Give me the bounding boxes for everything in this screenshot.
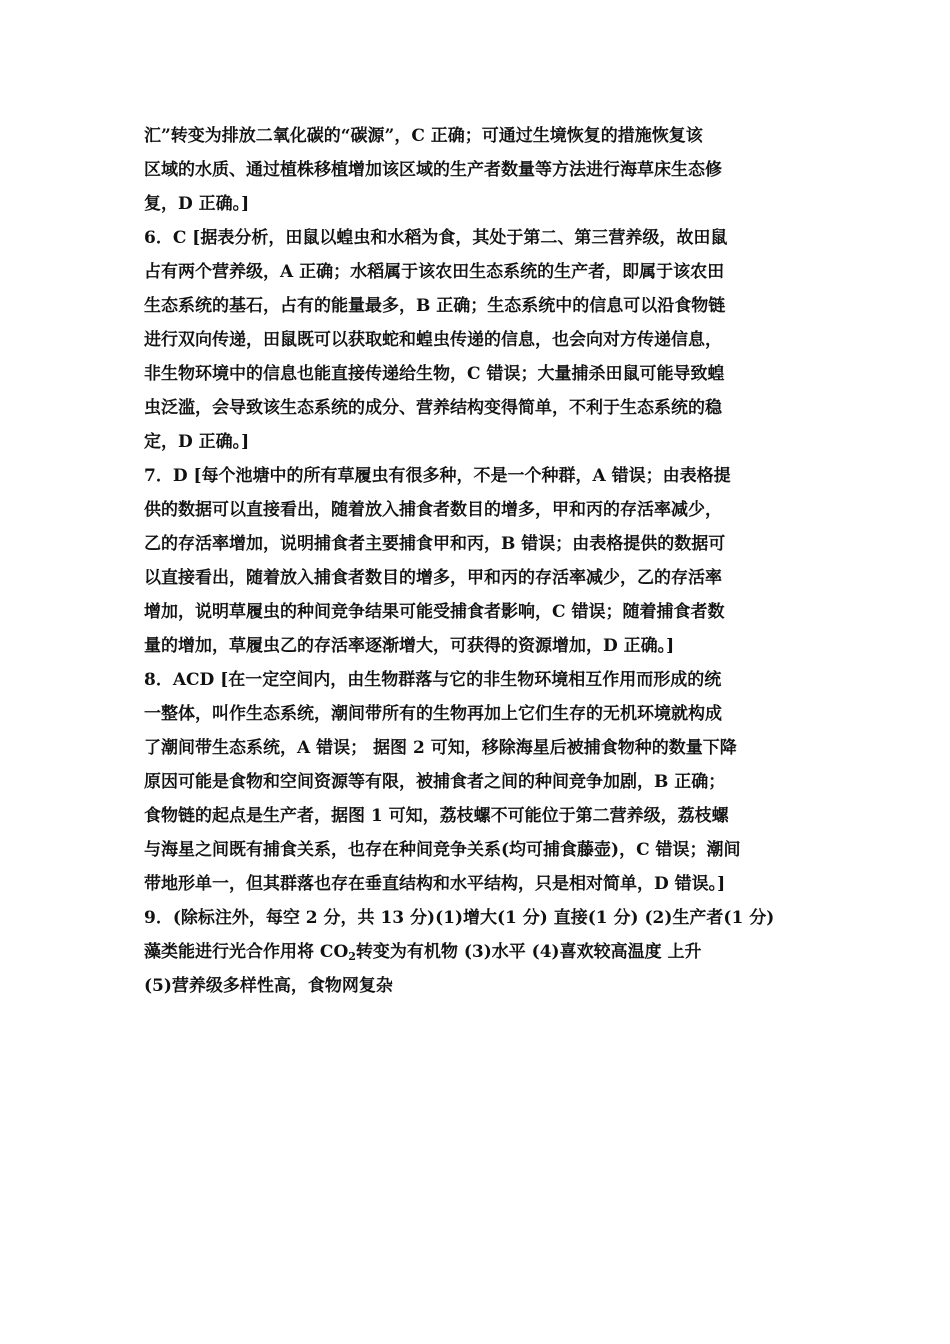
- text-line: 虫泛滥，会导致该生态系统的成分、营养结构变得简单，不利于生态系统的稳: [144, 398, 722, 418]
- text-segment: 藻类能进行光合作用将 CO: [144, 942, 349, 962]
- text-line: 占有两个营养级，A 正确；水稻属于该农田生态系统的生产者，即属于该农田: [144, 262, 725, 282]
- answer-6-line: 6．C [据表分析，田鼠以蝗虫和水稻为食，其处于第二、第三营养级，故田鼠: [144, 228, 728, 248]
- text-line: 供的数据可以直接看出，随着放入捕食者数目的增多，甲和丙的存活率减少，: [144, 500, 722, 520]
- text-line: 区域的水质、通过植株移植增加该区域的生产者数量等方法进行海草床生态修: [144, 160, 722, 180]
- text-line: 食物链的起点是生产者，据图 1 可知，荔枝螺不可能位于第二营养级，荔枝螺: [144, 806, 729, 826]
- text-line: 非生物环境中的信息也能直接传递给生物，C 错误；大量捕杀田鼠可能导致蝗: [144, 364, 725, 384]
- text-line: 进行双向传递，田鼠既可以获取蛇和蝗虫传递的信息，也会向对方传递信息，: [144, 330, 722, 350]
- answer-7-line: 7．D [每个池塘中的所有草履虫有很多种，不是一个种群，A 错误；由表格提: [144, 466, 731, 486]
- text-line: 带地形单一，但其群落也存在垂直结构和水平结构，只是相对简单，D 错误。]: [144, 874, 726, 894]
- text-line: 量的增加，草履虫乙的存活率逐渐增大，可获得的资源增加，D 正确。]: [144, 636, 675, 656]
- subscript: 2: [348, 950, 356, 963]
- answer-8-line: 8．ACD [在一定空间内，由生物群落与它的非生物环境相互作用而形成的统: [144, 670, 722, 690]
- text-line: 生态系统的基石，占有的能量最多，B 正确；生态系统中的信息可以沿食物链: [144, 296, 726, 316]
- text-line: 复，D 正确。]: [144, 194, 250, 214]
- text-line: (5)营养级多样性高，食物网复杂: [144, 976, 393, 996]
- text-line: 一整体，叫作生态系统，潮间带所有的生物再加上它们生存的无机环境就构成: [144, 704, 722, 724]
- text-line: 定，D 正确。]: [144, 432, 250, 452]
- text-line: 乙的存活率增加，说明捕食者主要捕食甲和丙，B 错误；由表格提供的数据可: [144, 534, 726, 554]
- answer-explanation-text: [144, 119, 808, 1003]
- text-line: [144, 935, 808, 969]
- text-line: 汇”转变为排放二氧化碳的“碳源”，C 正确；可通过生境恢复的措施恢复该: [144, 126, 703, 146]
- text-segment: 转变为有机物 (3)水平 (4)喜欢较高温度 上升: [355, 942, 702, 962]
- text-line: 了潮间带生态系统，A 错误； 据图 2 可知，移除海星后被捕食物种的数量下降: [144, 738, 737, 758]
- text-line: 增加，说明草履虫的种间竞争结果可能受捕食者影响，C 错误；随着捕食者数: [144, 602, 725, 622]
- text-line: 原因可能是食物和空间资源等有限，被捕食者之间的种间竞争加剧，B 正确；: [144, 772, 726, 792]
- text-line: 与海星之间既有捕食关系，也存在种间竞争关系(均可捕食藤壶)，C 错误；潮间: [144, 840, 741, 860]
- text-line: 以直接看出，随着放入捕食者数目的增多，甲和丙的存活率减少，乙的存活率: [144, 568, 722, 588]
- answer-9-line: 9．(除标注外，每空 2 分，共 13 分)(1)增大(1 分) 直接(1 分) (2)生产者(1 分): [144, 908, 775, 928]
